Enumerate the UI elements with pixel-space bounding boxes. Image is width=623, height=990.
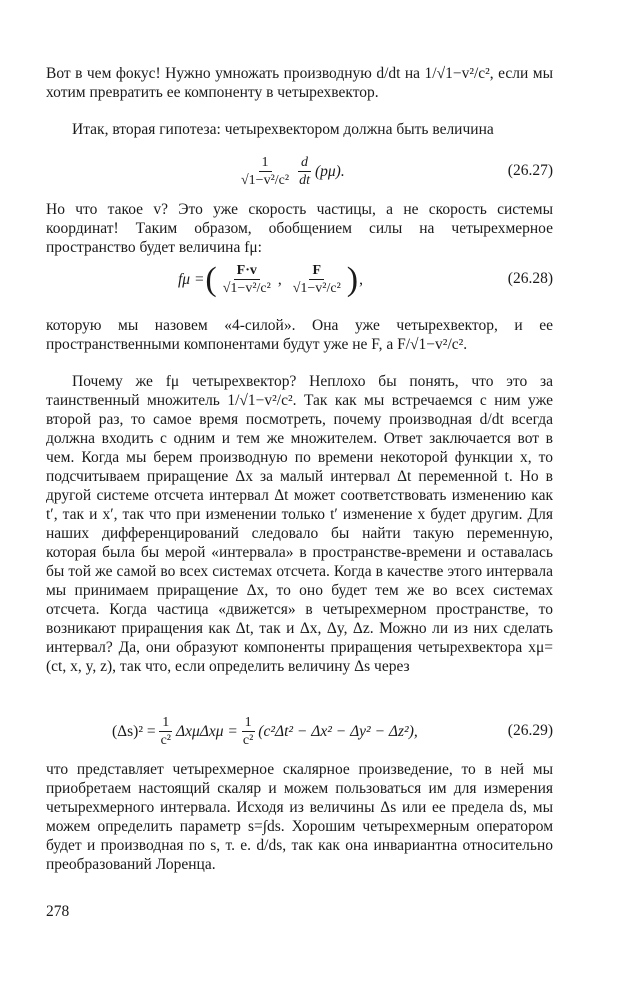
open-paren: (: [205, 261, 217, 298]
derivative-operator: $\frac{d}{dt}$: [299, 155, 310, 188]
paragraph-3: Но что такое v? Это уже скорость частицы, а не скорость системы координат! Таким образом, обобщением силы на четырехмерное пространство будет величина fμ:: [46, 201, 553, 256]
momentum-term: (pμ).: [314, 163, 345, 180]
page-number: 278: [46, 903, 70, 920]
paragraph-1: Вот в чем фокус! Нужно умножать производную d/dt на 1/√1−v²/c², если мы хотим превратить ее компоненту в четырехвектор.: [46, 65, 553, 101]
equation-number: (26.29): [507, 722, 553, 739]
expanded-interval: (c²Δt² − Δx² − Δy² − Δz²),: [258, 723, 418, 740]
equation-number: (26.28): [507, 270, 553, 287]
comma: ,: [277, 271, 282, 288]
paragraph-4: которую мы назовем «4-силой». Она уже четырехвектор, и ее пространственными компонентами будут уже не F, а F/√1−v²/c².: [46, 317, 553, 353]
equation-number: (26.27): [507, 162, 553, 179]
fraction-one-over-c2: $\frac{1}{\text{c²}}$: [160, 715, 172, 748]
fraction-one-over-c2-second: $\frac{1}{\text{c²}}$: [242, 715, 254, 748]
equation-26-29: [46, 712, 553, 752]
paragraph-6: что представляет четырехмерное скалярное произведение, то в ней мы приобретаем настоящий скаляр и можем пользоваться им для измерения четырехмерного интервала. Исходя из величины Δs или ее предела ds, мы можем определить параметр s=∫ds. Хорошим четырехмерным оператором будет и производная по s, т. е. d/ds, так как она инвариантна относительно преобразований Лоренца.: [46, 761, 553, 873]
equation-26-27: [46, 152, 553, 192]
paragraph-2: Итак, вторая гипотеза: четырехвектором должна быть величина: [72, 121, 494, 138]
interval-squared: (Δs)² =: [112, 723, 156, 740]
fraction-time-component: $\frac{F\cdot v}{\text{√1−v²/c²}}$: [222, 263, 271, 296]
close-paren: ): [346, 261, 359, 298]
paragraph-5: Почему же fμ четырехвектор? Неплохо бы понять, что это за таинственный множитель 1/√1−v²/c². Так как мы встречаемся с ним уже второй раз, то самое время посмотреть, почему производная d/dt всегда должна входить с одним и тем же множителем. Ответ заключается вот в чем. Когда мы берем производную по времени некоторой функции x, то подсчитываем приращение Δx за малый интервал Δt переменной t. Но в другой системе отсчета интервал Δt может соответствовать изменению как t′, так и x′, так что при изменении только t′ изменение x будет другим. Для наших дифференцирований следовало бы найти такую переменную, которая была бы мерой «интервала» в пространстве-времени и оставалась бы той же самой во всех системах отсчета. Когда в качестве этого интервала мы принимаем приращение Δx, то оно будет тем же во всех системах отсчета. Когда частица «движется» в четырехмерном пространстве, то возникают приращения как Δt, так и Δx, Δy, Δz. Можно ли из них сделать интервал? Да, они образуют компоненты приращения четырехвектора xμ=(ct, x, y, z), так что, если определить величину Δs через: [46, 373, 553, 675]
fraction-space-component: $\frac{F}{\text{√1−v²/c²}}$: [292, 263, 341, 296]
scalar-product: ΔxμΔxμ =: [176, 723, 238, 740]
four-force-symbol: fμ =: [178, 271, 205, 288]
equation-26-28: fμ = ( $\frac{F\cdot v}{\text{√1−v²/c²}}$ , $\frac{F}{\text{√1−v²/c²}}$ ) , (26.28): [178, 261, 553, 298]
fraction: $\frac{1}{\text{√1−v²/c²}}$: [241, 155, 290, 188]
